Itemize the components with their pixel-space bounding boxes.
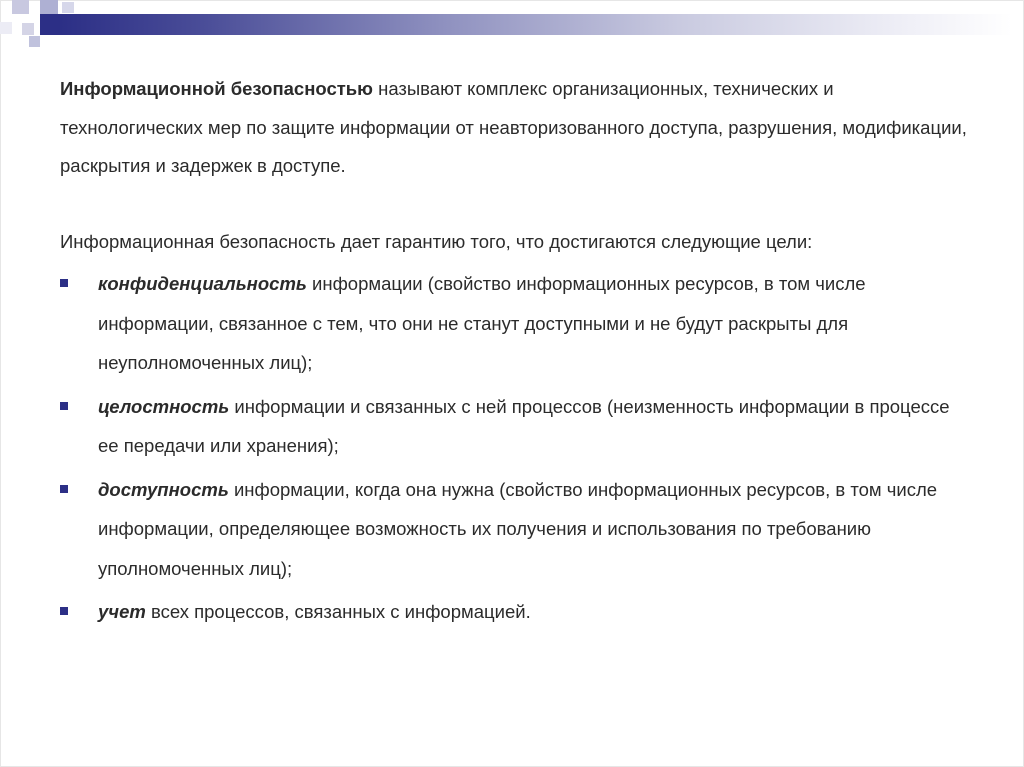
- square-bullet-icon: [60, 485, 68, 493]
- goal-term: учет: [98, 601, 146, 622]
- goal-text: информации и связанных с ней процессов (неизменность информации в процессе ее передачи или хранения);: [98, 395, 950, 456]
- goal-term: конфиденциальность: [98, 273, 307, 294]
- goal-text: информации (свойство информационных ресурсов, в том числе информации, связанное с тем, что они не станут доступными и не будут раскрыты для неуполномоченных лиц);: [98, 273, 866, 373]
- decor-square: [22, 23, 34, 35]
- header-gradient-bar: [60, 14, 1012, 35]
- definition-paragraph: [60, 70, 970, 186]
- goal-text: информации, когда она нужна (свойство информационных ресурсов, в том числе информации, определяющее возможность их получения и использования по требованию уполномоченных лиц);: [98, 478, 938, 579]
- decor-square: [62, 2, 74, 13]
- list-item: [60, 264, 970, 383]
- slide-content: [60, 70, 970, 636]
- goal-term: доступность: [98, 478, 229, 500]
- list-item: [60, 470, 970, 589]
- decor-square: [40, 0, 58, 14]
- list-item: [60, 387, 970, 466]
- goal-term: целостность: [98, 395, 230, 417]
- goal-text: всех процессов, связанных с информацией.: [145, 601, 531, 622]
- goals-lead: Информационная безопасность дает гарантию того, что достигаются следующие цели:: [60, 230, 813, 252]
- definition-text: называют комплекс организационных, технических и технологических мер по защите информации от неавторизованного доступа, разрушения, модификации, раскрытия и задержек в доступе.: [60, 78, 967, 176]
- decor-square: [0, 22, 12, 34]
- list-item: [60, 592, 970, 632]
- square-bullet-icon: [60, 402, 68, 410]
- square-bullet-icon: [60, 279, 68, 287]
- definition-term: Информационной безопасностью: [60, 78, 373, 99]
- goals-list: [60, 264, 970, 632]
- decor-square: [29, 36, 40, 47]
- square-bullet-icon: [60, 607, 68, 615]
- decor-square: [40, 14, 60, 35]
- decor-square: [12, 0, 29, 14]
